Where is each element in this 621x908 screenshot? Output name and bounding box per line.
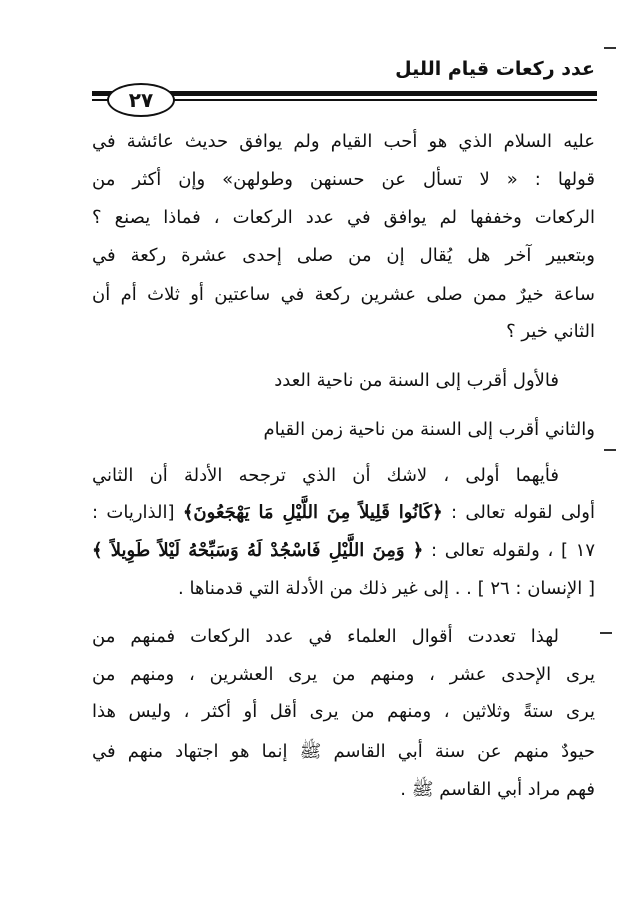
text-line-1: عليه السلام الذي هو أحب القيام ولم يوافق حديث عائشة في <box>92 131 595 152</box>
text-line-11-start: ١٧ ] ، ولقوله تعالى : <box>430 540 595 561</box>
text-line-9: فأيهما أولى ، لاشك أن الذي ترجحه الأدلة أن الثاني <box>92 465 559 486</box>
text-line-17: فهم مراد أبي القاسم ﷺ . <box>400 779 595 800</box>
text-line-3: الركعات وخففها لم يوافق في عدد الركعات ، فماذا يصنع ؟ <box>92 207 595 228</box>
text-line-14: يرى الإحدى عشر ، ومنهم من يرى العشرين ، ومنهم من <box>92 664 595 685</box>
margin-mark-top <box>604 47 616 49</box>
text-line-16: حيودٌ منهم عن سنة أبي القاسم ﷺ إنما هو اجتهاد منهم في <box>92 741 595 762</box>
page-number: ٢٧ <box>107 83 175 117</box>
quran-verse-1: ﴿كَانُوا قَلِيلاً مِنَ اللَّيْلِ مَا يَهْجَعُونَ﴾ <box>182 502 443 523</box>
text-line-8: والثاني أقرب إلى السنة من ناحية زمن القيام <box>263 419 595 440</box>
text-line-10 <box>92 499 595 529</box>
text-line-15: يرى ستةً وثلاثين ، ومنهم من يرى أقل أو أكثر ، وليس هذا <box>92 701 595 722</box>
text-line-12: [ الإنسان : ٢٦ ] . . إلى غير ذلك من الأدلة التي قدمناها . <box>178 578 595 599</box>
text-line-13: لهذا تعددت أقوال العلماء في عدد الركعات فمنهم من <box>92 626 559 647</box>
text-line-10-end: [الذاريات : <box>92 502 175 523</box>
margin-mark-lower <box>600 632 612 634</box>
text-line-2: قولها : « لا تسأل عن حسنهن وطولهن» وإن أكثر من <box>92 169 595 190</box>
text-line-5: ساعة خيرٌ ممن صلى عشرين ركعة في ساعتين أو ثلاث أم أن <box>92 284 595 305</box>
text-line-10-start: أولى لقوله تعالى : <box>451 502 595 523</box>
text-line-4: وبتعبير آخر هل يُقال إن من صلى إحدى عشرة ركعة في <box>92 245 595 266</box>
margin-mark-middle <box>604 449 616 451</box>
quran-verse-2: ﴿ وَمِنَ اللَّيْلِ فَاسْجُدْ لَهُ وَسَبِّحْهُ لَيْلاً طَوِيلاً ﴾ <box>92 540 424 561</box>
text-line-7: فالأول أقرب إلى السنة من ناحية العدد <box>274 370 559 391</box>
running-title: عدد ركعات قيام الليل <box>395 58 595 80</box>
text-line-6: الثاني خير ؟ <box>506 321 595 342</box>
text-line-11 <box>92 537 595 567</box>
